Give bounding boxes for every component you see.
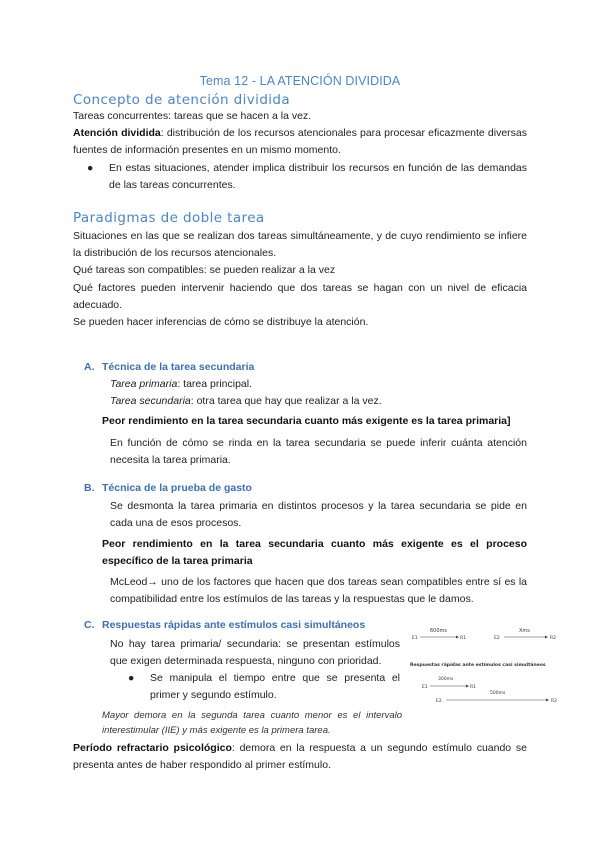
paragraph-periodo-refractario	[73, 740, 527, 774]
section-b-mcleod: McLeod→ uno de los factores que hacen que dos tareas sean compatibles entre sí es la compatibilidad entre los estímulos de las tareas y la respuestas que le damos.	[110, 576, 527, 605]
paragraph-compatibles: Qué tareas son compatibles: se pueden realizar a la vez	[73, 264, 336, 276]
section-b-title: Técnica de la prueba de gasto	[102, 482, 252, 494]
section-a-title: Técnica de la tarea secundaria	[102, 361, 255, 373]
diagram-r2-top: R2	[550, 636, 556, 641]
bullet-icon: ●	[128, 672, 135, 684]
diagram-e2-top: E2	[494, 636, 500, 641]
diagram-caption: Respuestas rápidas ante estímulos casi simultáneos	[410, 663, 546, 668]
diagram-r1-top: R1	[460, 636, 466, 641]
periodo-refractario-text: : demora en la respuesta a un segundo estímulo cuando se presenta antes de haber respondido al primer estímulo.	[73, 742, 527, 771]
bullet-text: En estas situaciones, atender implica distribuir los recursos en función de las demandas de las tareas concurrentes.	[109, 162, 527, 191]
diagram-r1-mid: R1	[470, 685, 476, 690]
paragraph-definition	[73, 125, 527, 159]
term-tarea-primaria: Tarea primaria	[110, 378, 178, 390]
definition-text: : distribución de los recursos atencionales para procesar eficazmente diversas fuentes de información presentes en un mismo momento.	[73, 127, 528, 156]
diagram-label-xms: Xms	[519, 628, 530, 634]
diagram-arrowhead	[545, 636, 548, 639]
section-heading-paradigmas: Paradigmas de doble tarea	[73, 210, 265, 226]
section-c-bullet	[128, 670, 400, 704]
section-c-title: Respuestas rápidas ante estímulos casi simultáneos	[102, 619, 366, 631]
diagram-arrowhead	[466, 685, 469, 688]
paragraph-situaciones: Situaciones en las que se realizan dos tareas simultáneamente, y de cuyo rendimiento se infiere la distribución de los recursos atencionales.	[73, 230, 527, 259]
bullet-icon: ●	[87, 162, 94, 174]
section-c-text1: No hay tarea primaria/ secundaria: se presentan estímulos que exigen determinada respuesta, ninguno con prioridad.	[110, 638, 400, 667]
diagram-e2-low: E2	[436, 699, 442, 704]
page-title: Tema 12 - LA ATENCIÓN DIVIDIDA	[199, 74, 401, 88]
diagram-label-600ms: 600ms	[430, 628, 448, 634]
diagram-arrowhead	[546, 699, 549, 702]
term-atencion-dividida: Atención dividida	[73, 127, 161, 139]
paragraph-inferencias: Se pueden hacer inferencias de cómo se distribuye la atención.	[73, 316, 369, 328]
timing-diagram	[408, 624, 568, 724]
section-c-note: Mayor demora en la segunda tarea cuanto menor es el intervalo interestimular (IIE) y más exigente es la primera tarea.	[102, 710, 402, 736]
diagram-label-500ms: 500ms	[490, 691, 506, 696]
bullet-item	[87, 160, 527, 194]
diagram-label-300ms: 300ms	[438, 677, 454, 682]
term-periodo-refractario: Período refractario psicológico	[73, 742, 232, 754]
section-b-highlight: Peor rendimiento en la tarea secundaria cuanto más exigente es el proceso específico de la tarea primaria	[102, 538, 527, 567]
diagram-e1-top: E1	[412, 636, 418, 641]
tarea-primaria-line	[110, 376, 527, 393]
section-c-letter: C.	[84, 619, 95, 631]
section-a-text: En función de cómo se rinda en la tarea secundaria se puede inferir cuánta atención necesita la tarea primaria.	[110, 437, 527, 466]
diagram-e1-mid: E1	[422, 685, 428, 690]
paragraph-factores: Qué factores pueden intervenir haciendo que dos tareas se hagan con un nivel de eficacia adecuado.	[73, 282, 527, 311]
term-tarea-secundaria: Tarea secundaria	[110, 395, 191, 407]
tarea-primaria-text: : tarea principal.	[177, 378, 253, 390]
bullet-text: Se manipula el tiempo entre que se presenta el primer y segundo estímulo.	[150, 672, 400, 701]
diagram-r2-low: R2	[551, 699, 557, 704]
section-a-highlight: Peor rendimiento en la tarea secundaria cuanto más exigente es la tarea primaria]	[102, 415, 511, 427]
section-b-text1: Se desmonta la tarea primaria en distintos procesos y la tarea secundaria se pide en cada una de esos procesos.	[110, 500, 527, 529]
diagram-arrowhead	[456, 636, 459, 639]
tarea-secundaria-line	[110, 393, 527, 410]
section-heading-concepto: Concepto de atención dividida	[73, 92, 291, 108]
paragraph-concurrent-tasks: Tareas concurrentes: tareas que se hacen a la vez.	[73, 110, 312, 122]
tarea-secundaria-text: : otra tarea que hay que realizar a la vez.	[190, 395, 382, 407]
section-b-letter: B.	[84, 482, 95, 494]
section-a-letter: A.	[84, 361, 95, 373]
